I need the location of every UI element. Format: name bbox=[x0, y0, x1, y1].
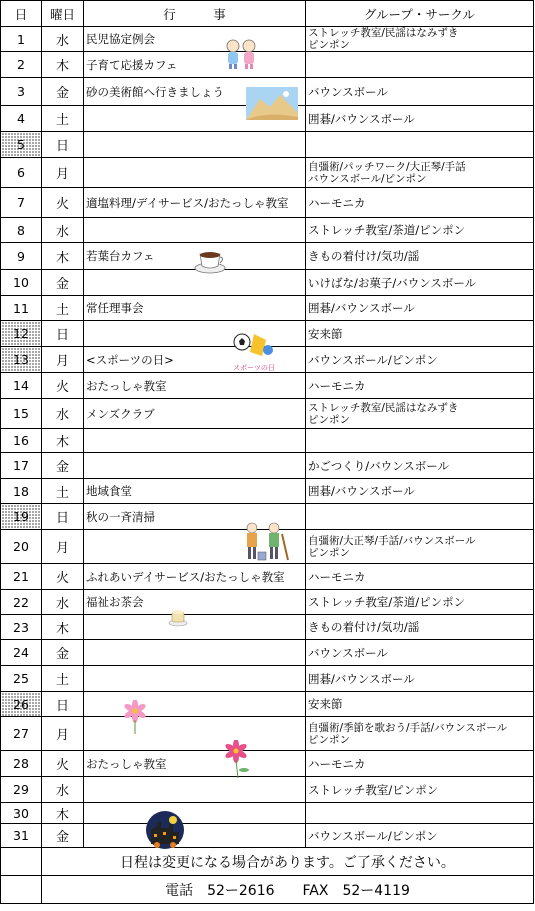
weekday-cell: 水 bbox=[42, 590, 84, 615]
tea-sweets-icon bbox=[168, 607, 188, 627]
group-line: ピンポン bbox=[308, 413, 350, 426]
weekday-cell: 金 bbox=[42, 270, 84, 296]
table-row bbox=[1, 270, 534, 296]
event-cell: 子育て応援カフェ bbox=[84, 52, 306, 78]
group-cell bbox=[306, 564, 534, 590]
weekday-cell: 火 bbox=[42, 188, 84, 218]
day-cell: 14 bbox=[1, 373, 42, 399]
group-line: いけばな/お菓子/バウンスボール bbox=[308, 275, 477, 290]
group-cell bbox=[306, 321, 534, 347]
table-row bbox=[1, 777, 534, 803]
group-line: ストレッチ教室/民謡はなみずき bbox=[308, 401, 459, 414]
footer-spacer bbox=[1, 876, 42, 904]
table-row bbox=[1, 824, 534, 848]
group-cell bbox=[306, 347, 534, 373]
group-cell bbox=[306, 270, 534, 296]
day-cell: 6 bbox=[1, 158, 42, 188]
event-cell bbox=[84, 666, 306, 692]
sports-day-icon bbox=[232, 330, 276, 374]
day-cell: 8 bbox=[1, 218, 42, 243]
day-header: 日 bbox=[1, 1, 42, 27]
day-cell: 25 bbox=[1, 666, 42, 692]
weekday-cell: 土 bbox=[42, 296, 84, 321]
group-line: ストレッチ教室/民謡はなみずき bbox=[308, 27, 459, 39]
day-cell: 31 bbox=[1, 824, 42, 848]
day-cell: 28 bbox=[1, 751, 42, 777]
group-cell bbox=[306, 615, 534, 640]
event-header: 行 事 bbox=[84, 1, 306, 27]
table-row bbox=[1, 429, 534, 453]
group-cell bbox=[306, 666, 534, 692]
day-cell: 20 bbox=[1, 530, 42, 564]
change-notice: 日程は変更になる場合があります。ご了承ください。 bbox=[42, 848, 534, 876]
group-line: バウンスボール/ピンポン bbox=[308, 352, 438, 367]
event-cell bbox=[84, 429, 306, 453]
group-cell bbox=[306, 218, 534, 243]
contact-row bbox=[1, 876, 534, 904]
group-cell bbox=[306, 52, 534, 78]
weekday-cell: 月 bbox=[42, 717, 84, 751]
group-line: ストレッチ教室/ピンポン bbox=[308, 782, 439, 797]
table-row bbox=[1, 158, 534, 188]
weekday-cell: 土 bbox=[42, 106, 84, 132]
weekday-cell: 木 bbox=[42, 615, 84, 640]
group-line: ハーモニカ bbox=[308, 569, 366, 584]
event-cell bbox=[84, 640, 306, 666]
group-cell bbox=[306, 78, 534, 106]
event-cell: おたっしゃ教室 bbox=[84, 751, 306, 777]
weekday-cell: 水 bbox=[42, 27, 84, 52]
day-cell: 29 bbox=[1, 777, 42, 803]
weekday-cell: 水 bbox=[42, 399, 84, 429]
table-row bbox=[1, 373, 534, 399]
group-cell bbox=[306, 132, 534, 158]
group-cell bbox=[306, 530, 534, 564]
coffee-icon bbox=[193, 246, 227, 274]
weekday-cell: 火 bbox=[42, 751, 84, 777]
event-cell: おたっしゃ教室 bbox=[84, 373, 306, 399]
day-cell: 16 bbox=[1, 429, 42, 453]
table-row bbox=[1, 218, 534, 243]
group-cell bbox=[306, 106, 534, 132]
group-line: ハーモニカ bbox=[308, 195, 366, 210]
event-cell bbox=[84, 615, 306, 640]
group-cell bbox=[306, 399, 534, 429]
group-cell bbox=[306, 453, 534, 479]
table-row bbox=[1, 52, 534, 78]
group-cell bbox=[306, 296, 534, 321]
table-row bbox=[1, 751, 534, 777]
weekday-cell: 金 bbox=[42, 78, 84, 106]
group-cell bbox=[306, 751, 534, 777]
group-cell bbox=[306, 824, 534, 848]
dow-header: 曜日 bbox=[42, 1, 84, 27]
table-row bbox=[1, 399, 534, 429]
weekday-cell: 木 bbox=[42, 803, 84, 824]
event-cell: 地域食堂 bbox=[84, 479, 306, 504]
group-line: 安来節 bbox=[308, 326, 343, 341]
weekday-cell: 土 bbox=[42, 479, 84, 504]
weekday-cell: 火 bbox=[42, 564, 84, 590]
event-cell bbox=[84, 777, 306, 803]
weekday-cell: 木 bbox=[42, 52, 84, 78]
table-row bbox=[1, 479, 534, 504]
children-icon bbox=[223, 38, 259, 70]
group-cell bbox=[306, 243, 534, 270]
group-cell bbox=[306, 777, 534, 803]
day-cell: 26 bbox=[1, 692, 42, 717]
event-cell: 砂の美術館へ行きましょう bbox=[84, 78, 306, 106]
event-cell: 適塩料理/デイサービス/おたっしゃ教室 bbox=[84, 188, 306, 218]
header-row bbox=[1, 1, 534, 27]
group-line: 安来節 bbox=[308, 697, 343, 711]
group-cell bbox=[306, 640, 534, 666]
event-cell bbox=[84, 218, 306, 243]
day-cell: 2 bbox=[1, 52, 42, 78]
group-header: グループ・サークル bbox=[306, 1, 534, 27]
group-line: きもの着付け/気功/謡 bbox=[308, 620, 420, 634]
group-line: ストレッチ教室/茶道/ピンポン bbox=[308, 223, 466, 237]
event-cell: 民児協定例会 bbox=[84, 27, 306, 52]
group-cell bbox=[306, 158, 534, 188]
group-line: 自彊術/季節を歌おう/手話/バウンスボール bbox=[308, 721, 508, 734]
group-line: ハーモニカ bbox=[308, 378, 366, 393]
day-cell: 12 bbox=[1, 321, 42, 347]
group-cell bbox=[306, 373, 534, 399]
weekday-cell: 金 bbox=[42, 640, 84, 666]
day-cell: 15 bbox=[1, 399, 42, 429]
group-line: ストレッチ教室/茶道/ピンポン bbox=[308, 595, 466, 609]
cleanup-icon bbox=[240, 520, 290, 564]
sand-museum-icon bbox=[246, 87, 298, 120]
weekday-cell: 月 bbox=[42, 158, 84, 188]
event-cell: 福祉お茶会 bbox=[84, 590, 306, 615]
group-line: ピンポン bbox=[308, 546, 350, 559]
group-line: 囲碁/バウンスボール bbox=[308, 484, 415, 498]
day-cell: 30 bbox=[1, 803, 42, 824]
event-cell bbox=[84, 132, 306, 158]
event-cell bbox=[84, 803, 306, 824]
cosmos-flower-icon bbox=[222, 740, 252, 778]
weekday-cell: 水 bbox=[42, 777, 84, 803]
day-cell: 27 bbox=[1, 717, 42, 751]
event-cell: <スポーツの日> bbox=[84, 347, 306, 373]
day-cell: 1 bbox=[1, 27, 42, 52]
day-cell: 7 bbox=[1, 188, 42, 218]
table-row bbox=[1, 666, 534, 692]
event-cell: 若葉台カフェ bbox=[84, 243, 306, 270]
group-line: 囲碁/バウンスボール bbox=[308, 671, 415, 686]
group-cell bbox=[306, 590, 534, 615]
group-line: バウンスボール bbox=[308, 84, 388, 99]
table-row bbox=[1, 453, 534, 479]
group-cell bbox=[306, 188, 534, 218]
group-cell bbox=[306, 479, 534, 504]
table-row bbox=[1, 615, 534, 640]
event-cell bbox=[84, 158, 306, 188]
table-row bbox=[1, 296, 534, 321]
day-cell: 9 bbox=[1, 243, 42, 270]
weekday-cell: 木 bbox=[42, 429, 84, 453]
weekday-cell: 土 bbox=[42, 666, 84, 692]
event-cell bbox=[84, 824, 306, 848]
event-cell: 秋の一斉清掃 bbox=[84, 504, 306, 530]
day-cell: 22 bbox=[1, 590, 42, 615]
group-line: かごつくり/バウンスボール bbox=[308, 458, 450, 473]
group-line: ハーモニカ bbox=[308, 756, 366, 771]
footer-spacer bbox=[1, 848, 42, 876]
svg-text:スポーツの日: スポーツの日 bbox=[233, 364, 275, 372]
group-line: ピンポン bbox=[308, 39, 350, 51]
halloween-icon bbox=[143, 810, 187, 850]
event-cell bbox=[84, 692, 306, 717]
cosmos-flower-icon bbox=[122, 700, 148, 734]
weekday-cell: 金 bbox=[42, 824, 84, 848]
weekday-cell: 月 bbox=[42, 530, 84, 564]
day-cell: 24 bbox=[1, 640, 42, 666]
group-line: ピンポン bbox=[308, 733, 350, 746]
group-line: バウンスボール bbox=[308, 645, 388, 660]
table-row bbox=[1, 717, 534, 751]
group-cell bbox=[306, 692, 534, 717]
event-cell: 常任理事会 bbox=[84, 296, 306, 321]
table-row bbox=[1, 27, 534, 52]
group-cell bbox=[306, 803, 534, 824]
event-cell: ふれあいデイサービス/おたっしゃ教室 bbox=[84, 564, 306, 590]
event-cell bbox=[84, 453, 306, 479]
event-cell: メンズクラブ bbox=[84, 399, 306, 429]
group-line: きもの着付け/気功/謡 bbox=[308, 249, 420, 263]
contact-info: 電話 52ー2616 FAX 52ー4119 bbox=[42, 876, 534, 904]
table-row bbox=[1, 243, 534, 270]
table-row bbox=[1, 803, 534, 824]
table-row bbox=[1, 590, 534, 615]
table-row bbox=[1, 640, 534, 666]
day-cell: 5 bbox=[1, 132, 42, 158]
day-cell: 11 bbox=[1, 296, 42, 321]
group-line: バウンスボール/ピンポン bbox=[308, 828, 438, 843]
day-cell: 21 bbox=[1, 564, 42, 590]
day-cell: 10 bbox=[1, 270, 42, 296]
table-row bbox=[1, 188, 534, 218]
weekday-cell: 月 bbox=[42, 347, 84, 373]
group-line: 自彊術/パッチワーク/大正琴/手話 bbox=[308, 160, 466, 173]
group-line: バウンスボール/ピンポン bbox=[308, 172, 427, 185]
weekday-cell: 日 bbox=[42, 692, 84, 717]
event-cell bbox=[84, 717, 306, 751]
table-row bbox=[1, 564, 534, 590]
day-cell: 17 bbox=[1, 453, 42, 479]
weekday-cell: 火 bbox=[42, 373, 84, 399]
group-cell bbox=[306, 504, 534, 530]
weekday-cell: 水 bbox=[42, 218, 84, 243]
table-row bbox=[1, 692, 534, 717]
group-cell bbox=[306, 717, 534, 751]
day-cell: 19 bbox=[1, 504, 42, 530]
group-line: 自彊術/大正琴/手話/バウンスボール bbox=[308, 534, 476, 547]
weekday-cell: 木 bbox=[42, 243, 84, 270]
day-cell: 23 bbox=[1, 615, 42, 640]
weekday-cell: 日 bbox=[42, 321, 84, 347]
weekday-cell: 日 bbox=[42, 504, 84, 530]
day-cell: 3 bbox=[1, 78, 42, 106]
day-cell: 13 bbox=[1, 347, 42, 373]
group-cell bbox=[306, 27, 534, 52]
group-line: 囲碁/バウンスボール bbox=[308, 301, 415, 315]
notice-row bbox=[1, 848, 534, 876]
group-cell bbox=[306, 429, 534, 453]
day-cell: 18 bbox=[1, 479, 42, 504]
weekday-cell: 日 bbox=[42, 132, 84, 158]
day-cell: 4 bbox=[1, 106, 42, 132]
table-row bbox=[1, 132, 534, 158]
weekday-cell: 金 bbox=[42, 453, 84, 479]
group-line: 囲碁/バウンスボール bbox=[308, 111, 415, 126]
